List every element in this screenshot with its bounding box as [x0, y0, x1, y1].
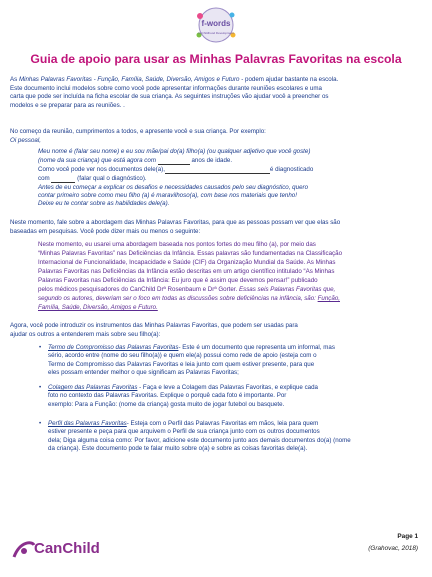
logo-subtext: in Childhood Development [198, 31, 234, 35]
script-line: Deixe eu te contar sobre as habilidades dele(a). [38, 200, 170, 207]
tools-instruction: ajudar os outros a entenderem mais sobre seu filho(a): [10, 331, 161, 338]
intro-paragraph: As Minhas Palavras Favoritas - Função, Família, Saúde, Diversão, Amigos e Futuro - podem ajudar bastante na escola. Este documento inclui modelos sobre como você pode apresentar informações durante reuniões escolares e uma carta que pode ser incluída na ficha escolar de sua criança. As seguintes instruções vão ajudar você a preencher os modelos e se preparar para as reuniões. . [10, 76, 339, 109]
tools-instruction: Agora, você pode introduzir os instrumentos das Minhas Palavras Favoritas, que podem ser usadas para [10, 322, 298, 329]
f-words-logo [190, 6, 242, 44]
next-instruction: Neste momento, fale sobre a abordagem das Minhas Palavras Favoritas, para que as pessoas possam ver que elas são [10, 219, 341, 226]
quote-line: Palavras Favoritas nas Deficiências da Infância estão descritas em um artigo científico intitulado “As Minhas [38, 268, 335, 275]
quote-line: Neste momento, eu usarei uma abordagem baseada nos pontos fortes do meu filho (a), por meio das [38, 241, 316, 248]
script-line: (nome da sua criança) que está agora com anos de idade. [38, 157, 233, 164]
bullet-item: • Colagem das Palavras Favoritas - Faça e leve a Colagem das Palavras Favoritas, e explique cada foto no contexto das Palavras Favoritas. Explique o porquê cada foto é importante. Por exemplo: Para a Função: (nome da criança) gosta muito de jogar futebol ou basquete. [39, 384, 318, 408]
bullet-item: • Termo de Compromisso das Palavras Favoritas- Este é um documento que representa um informal, mas sério, acordo entre (nome do seu filho(a)) e quem ele(a) possui como rede de apoio (esteja com o Termo de Compromisso das Palavras Favoritas e leia junto com quem estiver presente, para que eles possam entender melhor o que significam as Palavras Favoritas; [39, 344, 335, 377]
script-line: Como você pode ver nos documentos dele(a), é diagnosticado [38, 166, 314, 173]
quote-line: “Minhas Palavras Favoritas” nas Deficiências da Infância. Essas palavras são fundamentadas na Classificação [38, 250, 343, 257]
greeting: Oi pessoal, [10, 137, 41, 144]
canchild-brand: CanChild [34, 540, 100, 557]
page-title: Guia de apoio para usar as Minhas Palavras Favoritas na escola [30, 52, 402, 66]
script-line: contar primeiro sobre como meu filho (a) é maravilhoso(a), com base nos materiais que tenho! [38, 192, 297, 199]
quote-line: Família, Saúde, Diversão, Amigos e Futuro. [38, 304, 158, 311]
quote-line: pelos médicos pesquisadores do CanChild Drª Rosenbaum e Drª Gorter. Essas seis Palavras Favoritas que, [38, 286, 336, 293]
quote-line: Palavras Favoritas nas Deficiências da Infância: Eu juro que é assim que devemos pensar!” publicado [38, 277, 318, 284]
meeting-instruction: No começo da reunião, cumprimentos a todos, e apresente você e sua criança. Por exemplo: [10, 128, 266, 135]
citation: (Grahovac, 2018) [368, 545, 418, 552]
bullet-item: • Perfil das Palavras Favoritas- Esteja com o Perfil das Palavras Favoritas em mãos, leia para quem estiver presente e peça para que arquivem o Perfil de sua criança junto com os outros documentos dela; Diga alguma coisa como: Por favor, adicione este documento junto aos demais documentos do(a) (nome da criança). Este documento pode te falar muito sobre o(a) e sobre as coisas favoritas dele(a). [39, 420, 351, 453]
page-number: Page 1 [397, 533, 418, 540]
script-line: Antes de eu começar a explicar os desafios e necessidades causados pelo seu diagnóstico, quero [38, 184, 309, 191]
quote-line: Internacional de Funcionalidade, Incapacidade e Saúde (CIF) da Organização Mundial da Saúde. As Minhas [38, 259, 336, 266]
quote-line: segundo os autores, deveriam ser o foco em todas as discussões sobre deficiências na infância, são: Função, [38, 295, 340, 302]
script-line: com (falar qual o diagnóstico). [38, 175, 147, 182]
script-line: Meu nome é (falar seu nome) e eu sou mãe/pai do(a) filho(a) (ou qualquer adjetivo que você goste) [38, 148, 311, 155]
logo-text: f-words [201, 19, 231, 28]
next-instruction: baseadas em pesquisas. Você pode dizer mais ou menos o seguinte: [10, 228, 201, 235]
